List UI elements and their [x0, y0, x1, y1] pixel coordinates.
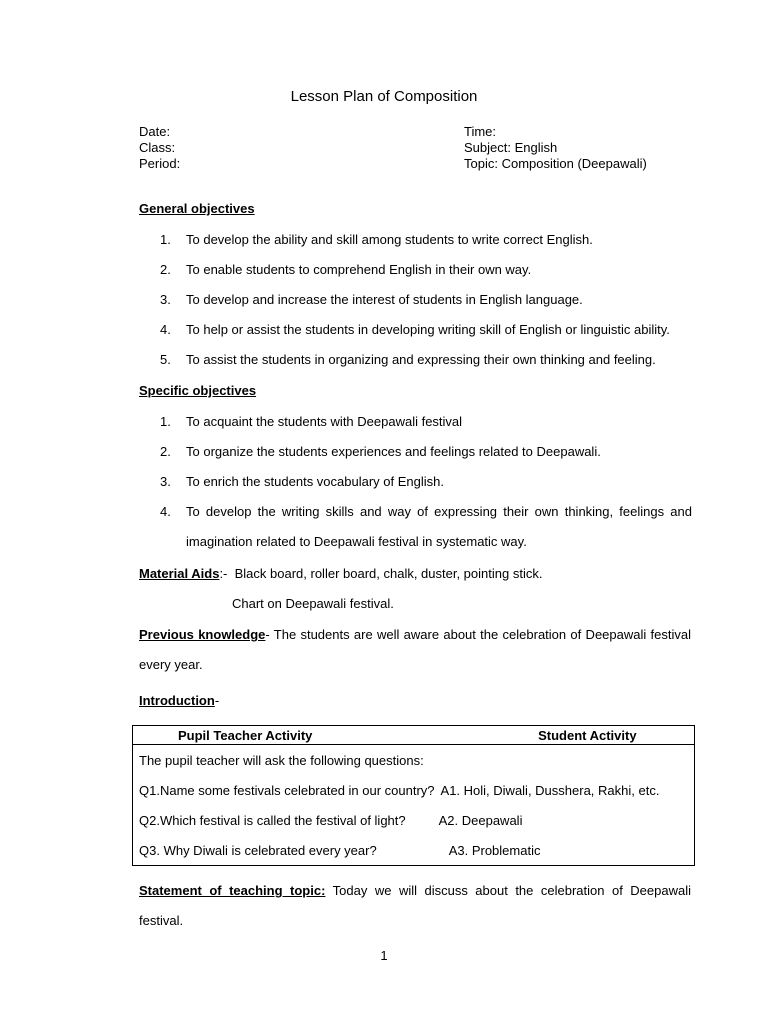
table-row: Q1.Name some festivals celebrated in our country? A1. Holi, Diwali, Dusshera, Rakhi, etc.	[139, 782, 660, 798]
material-aids-label: Material Aids	[139, 566, 220, 581]
list-item: 1. To develop the ability and skill among students to write correct English.	[160, 232, 593, 247]
introduction-table	[132, 725, 695, 866]
subject-label: Subject: English	[464, 140, 558, 155]
previous-knowledge-text: - The students are well aware about the celebration of Deepawali festival every year.	[139, 627, 692, 672]
list-item: 2. To enable students to comprehend English in their own way.	[160, 262, 532, 277]
material-aids-line2: Chart on Deepawali festival.	[232, 596, 394, 611]
previous-knowledge-label: Previous knowledge	[139, 627, 266, 642]
period-label: Period:	[139, 156, 181, 171]
page-title: Lesson Plan of Composition	[290, 88, 478, 105]
introduction-heading: Introduction-	[139, 693, 220, 708]
material-aids: Material Aids:- Black board, roller board, chalk, duster, pointing stick.	[139, 566, 543, 581]
list-item: 1. To acquaint the students with Deepawali festival	[160, 414, 463, 429]
list-item: 2. To organize the students experiences and feelings related to Deepawali.	[160, 444, 601, 459]
table-row: The pupil teacher will ask the following questions:	[139, 752, 424, 768]
class-label: Class:	[139, 140, 176, 155]
previous-knowledge	[139, 620, 691, 680]
topic-label: Topic: Composition (Deepawali)	[464, 156, 647, 171]
page-number: 1	[380, 948, 388, 963]
col-student-activity: Student Activity	[348, 726, 694, 745]
list-item: 3. To enrich the students vocabulary of English.	[160, 474, 444, 489]
list-item: 5. To assist the students in organizing and expressing their own thinking and feeling.	[160, 352, 656, 367]
general-objectives-list	[160, 225, 692, 375]
material-aids-line1: Black board, roller board, chalk, duster, pointing stick.	[234, 566, 543, 581]
table-row: Q2.Which festival is called the festival of light? A2. Deepawali	[139, 812, 523, 828]
col-teacher-activity: Pupil Teacher Activity	[133, 726, 349, 745]
general-objectives-heading: General objectives	[139, 201, 255, 216]
time-label: Time:	[464, 124, 497, 139]
specific-objectives-heading: Specific objectives	[139, 383, 257, 398]
specific-objectives-list	[160, 407, 692, 557]
table-row: Q3. Why Diwali is celebrated every year? A3. Problematic	[139, 842, 541, 858]
statement-of-teaching-topic: Statement of teaching topic: Today we will discuss about the celebration of Deepawali festival.	[139, 883, 691, 928]
lesson-meta	[139, 124, 699, 172]
list-item: 4. To help or assist the students in developing writing skill of English or linguistic ability.	[160, 322, 670, 337]
list-item: 4. To develop the writing skills and way of expressing their own thinking, feelings and imagination related to Deepawali festival in systematic way.	[160, 504, 692, 549]
list-item: 3. To develop and increase the interest of students in English language.	[160, 292, 583, 307]
date-label: Date:	[139, 124, 171, 139]
